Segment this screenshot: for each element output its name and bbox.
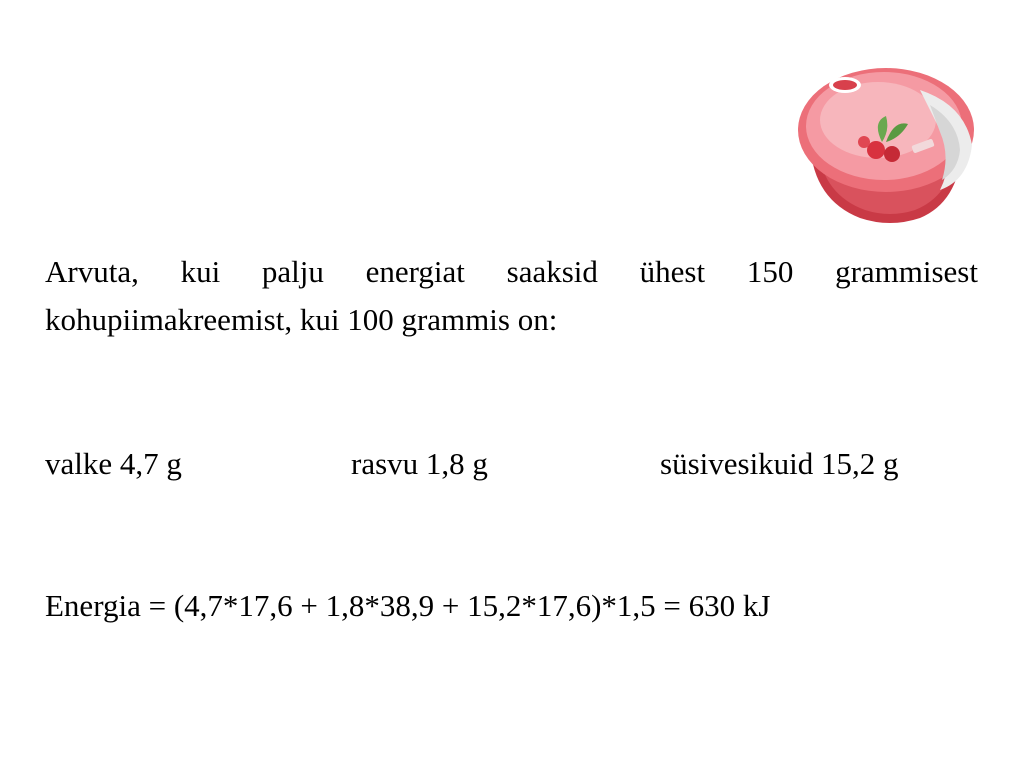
nutrient-carbohydrates: süsivesikuid 15,2 g xyxy=(660,446,899,481)
nutrient-fat: rasvu 1,8 g xyxy=(351,446,488,481)
question-line-1: Arvuta, kui palju energiat saaksid ühest 150 grammisest xyxy=(45,254,978,289)
curd-cream-cup-icon xyxy=(790,50,980,230)
question-text xyxy=(45,248,978,344)
energy-formula: Energia = (4,7*17,6 + 1,8*38,9 + 15,2*17,6)*1,5 = 630 kJ xyxy=(45,588,771,623)
nutrient-list xyxy=(45,440,978,488)
nutrient-protein: valke 4,7 g xyxy=(45,446,182,481)
question-line-2: kohupiimakreemist, kui 100 grammis on: xyxy=(45,302,558,337)
